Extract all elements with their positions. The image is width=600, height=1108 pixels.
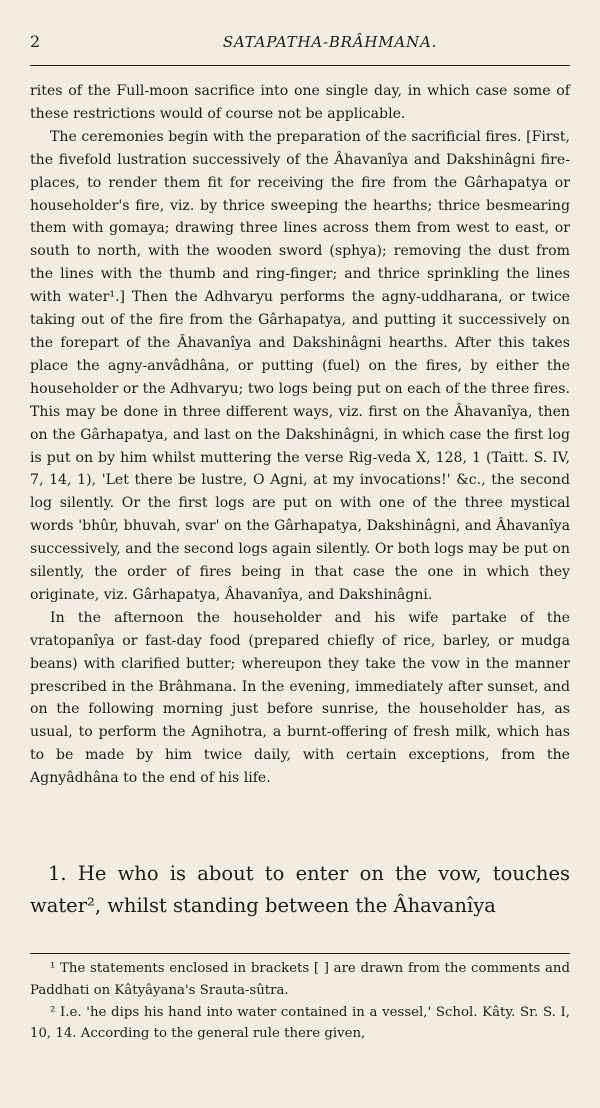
- footnote-2: ² I.e. 'he dips his hand into water contained in a vessel,' Schol. Kâty. Sr. S. I, 10, 14. According to the general rule there given,: [30, 1004, 570, 1042]
- footnotes: [30, 958, 570, 1045]
- body-text: [30, 80, 570, 790]
- footnote-1: ¹ The statements enclosed in brackets [ ] are drawn from the comments and Paddhati on Kâtyâyana's Srauta-sûtra.: [30, 961, 570, 998]
- paragraph-3: In the afternoon the householder and his wife partake of the vratopanîya or fast-day food (prepared chiefly of rice, barley, or mudga beans) with clarified butter; whereupon they take the vow in the manner prescribed in the Brâhmana. In the evening, immediately after sunset, and on the following morning just before sunrise, the householder has, as usual, to perform the Agnihotra, a burnt-offering of fresh milk, which has to be made by him twice daily, with certain exceptions, from the Agnyâdhâna to the end of his life.: [30, 609, 570, 787]
- page-header: [30, 30, 570, 54]
- verse-block: [30, 858, 570, 922]
- paragraph-2: The ceremonies begin with the preparation of the sacrificial fires. [First, the fivefold lustration successively of the Âhavanîya and Dakshinâgni fire-places, to render them fit for receiving the fire from the Gârhapatya or householder's fire, viz. by thrice sweeping the hearths; thrice besmearing them with gomaya; drawing three lines across them from west to east, or south to north, with the wooden sword (sphya); removing the dust from the lines with the thumb and ring-finger; and thrice sprinkling the lines with water¹.] Then the Adhvaryu performs the agny-uddharana, or twice taking out of the fire from the Gârhapatya, and putting it successively on the forepart of the Âhavanîya and Dakshinâgni hearths. After this takes place the agny-anvâdhâna, or putting (fuel) on the fires, by either the householder or the Adhvaryu; two logs being put on each of the three fires. This may be done in three different ways, viz. first on the Âhavanîya, then on the Gârhapatya, and last on the Dakshinâgni, in which case the first log is put on by him whilst muttering the verse Rig-veda X, 128, 1 (Taitt. S. IV, 7, 14, 1), 'Let there be lustre, O Agni, at my invocations!' &c., the second log silently. Or the first logs are put on with one of the three mystical words 'bhûr, bhuvah, svar' on the Gârhapatya, Dakshinâgni, and Âhavanîya successively, and the second logs again silently. Or both logs may be put on silently, the order of fires being in that case the one in which they originate, viz. Gârhapatya, Âhavanîya, and Dakshinâgni.: [30, 128, 570, 603]
- page-number: 2: [30, 32, 41, 51]
- header-rule: [30, 65, 570, 66]
- paragraph-1: rites of the Full-moon sacrifice into one single day, in which case some of these restrictions would of course not be applicable.: [30, 83, 570, 122]
- verse-1: 1. He who is about to enter on the vow, touches water², whilst standing between the Âhavanîya: [30, 862, 570, 917]
- running-title: SATAPATHA-BRÂHMANA.: [222, 33, 438, 51]
- footnote-rule: [30, 953, 570, 954]
